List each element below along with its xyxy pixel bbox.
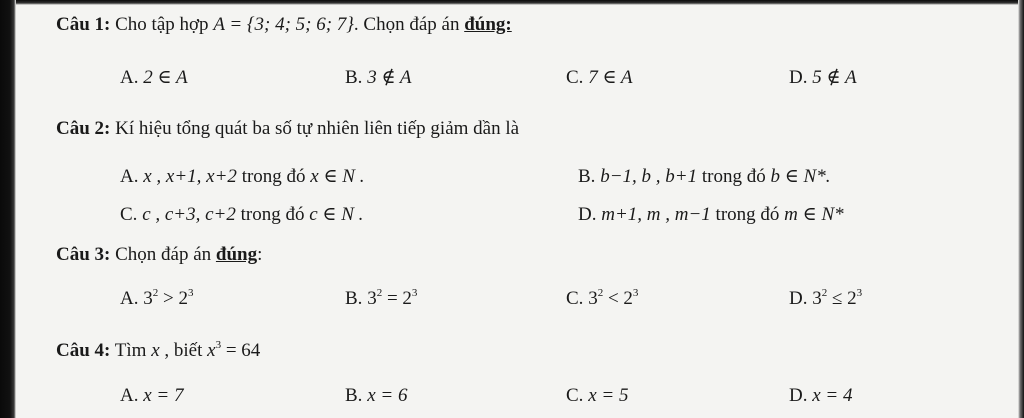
option-cond: c ∈ N . — [309, 204, 364, 225]
option-1b[interactable] — [345, 66, 412, 90]
option-mid: trong đó — [241, 166, 306, 187]
question-text-after: , biết — [164, 340, 203, 361]
option-cond: b ∈ N*. — [770, 166, 831, 187]
base-right: 2 — [847, 288, 857, 309]
exponent-right: 3 — [856, 287, 863, 299]
base-left: 3 — [367, 288, 377, 309]
question-4 — [56, 339, 260, 363]
option-cond: x ∈ N . — [310, 166, 365, 187]
option-math: x = 4 — [812, 385, 853, 406]
question-math: A = {3; 4; 5; 6; 7} — [213, 14, 354, 35]
option-letter: A. — [120, 288, 139, 309]
option-letter: B. — [345, 288, 363, 309]
top-photo-edge — [0, 0, 1024, 5]
option-cond: m ∈ N* — [784, 204, 844, 225]
option-3b[interactable] — [345, 287, 417, 311]
base-left: 3 — [143, 288, 153, 309]
comparison-operator: < — [603, 288, 624, 309]
option-1c[interactable] — [566, 66, 633, 90]
base-left: 3 — [588, 288, 598, 309]
question-3 — [56, 243, 262, 267]
exponent-left: 2 — [376, 287, 383, 299]
equation-exponent: 3 — [215, 339, 222, 351]
option-math: x = 7 — [143, 385, 184, 406]
base-right: 2 — [178, 288, 188, 309]
option-letter: C. — [566, 385, 584, 406]
exponent-left: 2 — [597, 287, 604, 299]
option-letter: D. — [578, 204, 597, 225]
question-text: Cho tập hợp — [115, 14, 209, 35]
question-text: Chọn đáp án — [115, 244, 212, 265]
question-text: Kí hiệu tổng quát ba số tự nhiên liên tiếp giảm dần là — [115, 118, 520, 139]
option-math: c , c+3, c+2 — [142, 204, 236, 225]
option-letter: B. — [345, 67, 363, 88]
option-letter: B. — [345, 385, 363, 406]
option-1d[interactable] — [789, 66, 857, 90]
option-math: x = 5 — [588, 385, 629, 406]
option-math: m+1, m , m−1 — [601, 204, 711, 225]
option-math: x = 6 — [367, 385, 408, 406]
exponent-right: 3 — [187, 287, 194, 299]
exponent-left: 2 — [821, 287, 828, 299]
option-4c[interactable] — [566, 384, 628, 408]
equation-base: x — [207, 340, 216, 361]
option-letter: C. — [120, 204, 138, 225]
option-3d[interactable] — [789, 287, 862, 311]
option-mid: trong đó — [715, 204, 780, 225]
question-number: Câu 3: — [56, 244, 111, 265]
option-math: 2 ∈ A — [143, 67, 188, 88]
option-math: x , x+1, x+2 — [143, 166, 237, 187]
exponent-right: 3 — [632, 287, 639, 299]
option-2a[interactable] — [120, 165, 364, 189]
comparison-operator: ≤ — [827, 288, 848, 309]
question-number: Câu 4: — [56, 340, 111, 361]
option-letter: A. — [120, 67, 139, 88]
option-4d[interactable] — [789, 384, 853, 408]
option-letter: D. — [789, 288, 808, 309]
exponent-left: 2 — [152, 287, 159, 299]
right-photo-edge — [1018, 0, 1024, 418]
option-letter: D. — [789, 67, 808, 88]
question-number: Câu 2: — [56, 118, 111, 139]
equation-rest: = 64 — [221, 340, 261, 361]
option-math: 3 ∉ A — [367, 67, 412, 88]
base-right: 2 — [402, 288, 412, 309]
option-3a[interactable] — [120, 287, 193, 311]
option-4a[interactable] — [120, 384, 184, 408]
option-math: 7 ∈ A — [588, 67, 633, 88]
base-right: 2 — [623, 288, 633, 309]
question-number: Câu 1: — [56, 14, 111, 35]
comparison-operator: > — [158, 288, 179, 309]
question-text-after: . Chọn đáp án — [353, 14, 460, 35]
option-2c[interactable] — [120, 203, 363, 227]
exponent-right: 3 — [411, 287, 418, 299]
option-letter: A. — [120, 166, 139, 187]
base-left: 3 — [812, 288, 822, 309]
option-letter: C. — [566, 288, 584, 309]
option-math: b−1, b , b+1 — [600, 166, 698, 187]
question-variable: x — [151, 340, 160, 361]
option-3c[interactable] — [566, 287, 638, 311]
question-emphasis: đúng — [215, 244, 258, 265]
option-2d[interactable] — [578, 203, 844, 227]
option-mid: trong đó — [701, 166, 766, 187]
question-1 — [56, 13, 512, 37]
option-4b[interactable] — [345, 384, 407, 408]
comparison-operator: = — [382, 288, 403, 309]
left-photo-edge — [0, 0, 16, 418]
question-text-after: : — [257, 244, 263, 265]
option-letter: A. — [120, 385, 139, 406]
question-2 — [56, 117, 519, 141]
option-1a[interactable] — [120, 66, 188, 90]
option-letter: D. — [789, 385, 808, 406]
question-text: Tìm — [114, 340, 147, 361]
option-2b[interactable] — [578, 165, 830, 189]
option-mid: trong đó — [240, 204, 305, 225]
option-letter: B. — [578, 166, 596, 187]
option-math: 5 ∉ A — [812, 67, 857, 88]
option-letter: C. — [566, 67, 584, 88]
question-emphasis: đúng: — [464, 14, 512, 35]
